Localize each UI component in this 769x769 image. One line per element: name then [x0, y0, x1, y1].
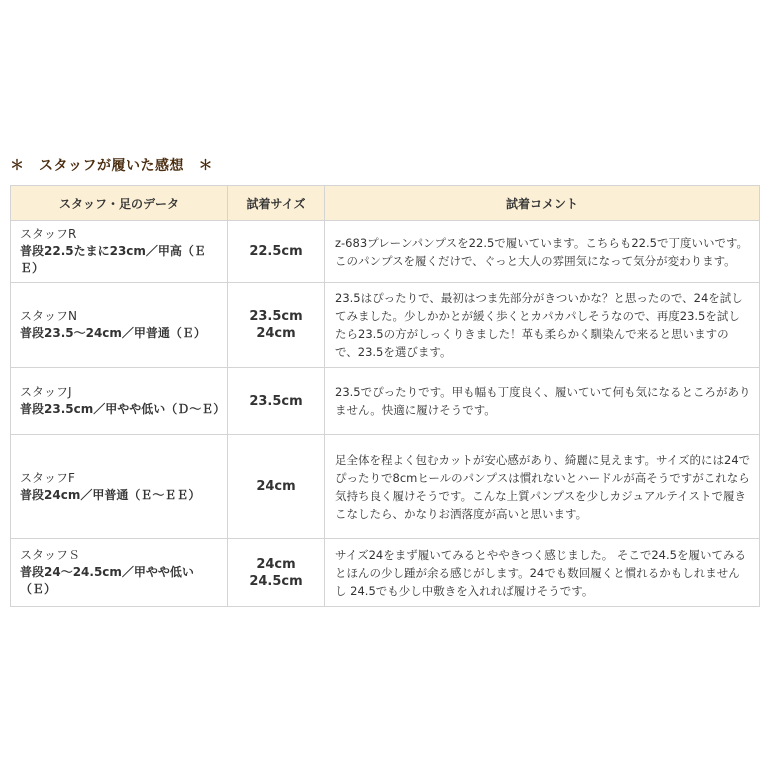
trial-comment: 足全体を程よく包むカットが安心感があり、綺麗に見えます。サイズ的には24でぴったりで8cmヒールのパンプスは慣れないとハードルが高そうですがこれなら気持ち良く履けそうです。こんな上質パンプスを少しカジュアルテイストで履きこなしたら、かなりお洒落度が高いと思います。	[325, 435, 760, 539]
staff-cell	[11, 435, 228, 539]
trial-size: 23.5cm	[249, 309, 303, 324]
staff-name: スタッフJ	[20, 385, 72, 399]
trial-comment: z-683プレーンパンプスを22.5で履いています。こちらも22.5で丁度いいです。このパンプスを履くだけで、ぐっと大人の雰囲気になって気分が変わります。	[325, 221, 760, 283]
trial-size: 24cm	[256, 479, 296, 494]
trial-comment: 23.5はぴったりで、最初はつま先部分がきついかな？と思ったので、24を試してみました。少しかかとが緩く歩くとカパカパしそうなので、再度23.5を試したら23.5の方がしっくりきました！革も柔らかく馴染んで来ると思いますので、23.5を選びます。	[325, 283, 760, 368]
trial-size: 24.5cm	[249, 573, 303, 589]
staff-name: スタッフN	[20, 309, 77, 323]
staff-foot-data: 普段23.5～24cm／甲普通（Ｅ）	[20, 326, 206, 340]
header-staff-data: スタッフ・足のデータ	[11, 186, 228, 221]
staff-cell	[11, 283, 228, 368]
staff-foot-data: 普段24～24.5cm／甲やや低い（Ｅ）	[20, 565, 194, 596]
size-cell	[228, 221, 325, 283]
trial-size: 24cm	[256, 326, 296, 341]
table-row	[11, 368, 760, 435]
staff-name: スタッフF	[20, 470, 75, 485]
staff-foot-data: 普段24cm／甲普通（Ｅ～ＥＥ）	[20, 487, 201, 502]
size-cell	[228, 539, 325, 607]
trial-comment: サイズ24をまず履いてみるとややきつく感じました。 そこで24.5を履いてみるとほんの少し踵が余る感じがします。24でも数回履くと慣れるかもしれませんし 24.5でも少し中敷きを入れれば履けそうです。	[325, 539, 760, 607]
table-row	[11, 221, 760, 283]
table-row	[11, 435, 760, 539]
staff-review-table	[10, 185, 760, 607]
size-cell	[228, 368, 325, 435]
staff-cell	[11, 368, 228, 435]
trial-size: 23.5cm	[249, 393, 303, 409]
table-header-row	[11, 186, 760, 221]
header-trial-comment: 試着コメント	[325, 186, 760, 221]
table-row	[11, 283, 760, 368]
size-cell	[228, 435, 325, 539]
staff-foot-data: 普段23.5cm／甲やや低い（Ｄ～Ｅ）	[20, 402, 226, 416]
trial-comment: 23.5でぴったりです。甲も幅も丁度良く、履いていて何も気になるところがありません。快適に履けそうです。	[325, 368, 760, 435]
section-title: ＊ スタッフが履いた感想 ＊	[10, 158, 213, 174]
header-trial-size: 試着サイズ	[228, 186, 325, 221]
staff-name: スタッフＳ	[20, 548, 81, 562]
staff-foot-data: 普段22.5たまに23cm／甲高（ＥＥ）	[20, 244, 206, 275]
staff-cell	[11, 221, 228, 283]
table-row	[11, 539, 760, 607]
staff-name: スタッフR	[20, 227, 77, 241]
staff-cell	[11, 539, 228, 607]
size-cell	[228, 283, 325, 368]
trial-size: 24cm	[256, 556, 296, 572]
trial-size: 22.5cm	[249, 244, 303, 259]
